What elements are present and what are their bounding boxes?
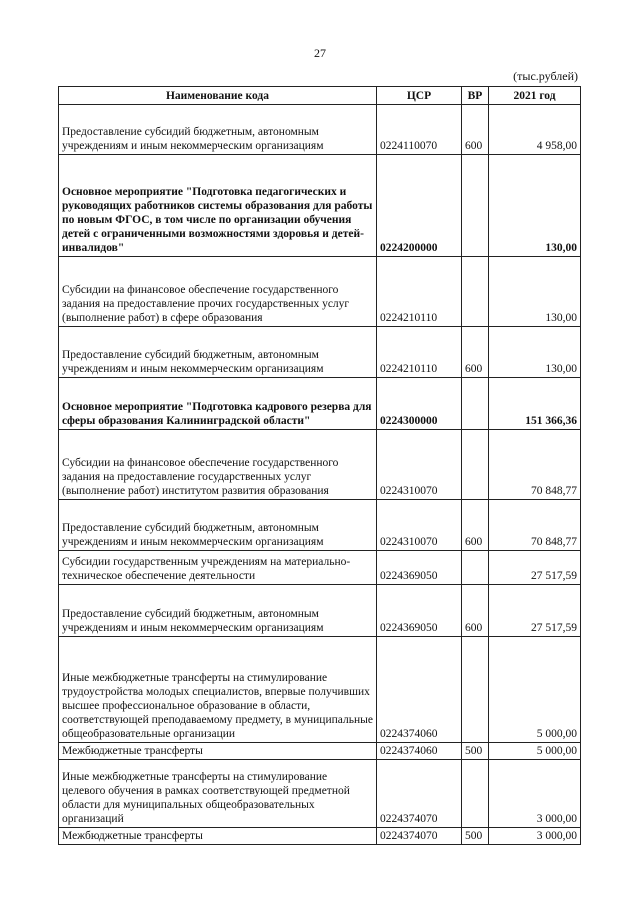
cell-sum: 130,00: [489, 257, 581, 327]
cell-sum: 3 000,00: [489, 760, 581, 828]
cell-csr: 0224374060: [377, 743, 462, 760]
cell-name: Субсидии на финансовое обеспечение государственного задания на предоставление прочих государственных услуг (выполнение работ) в сфере образования: [59, 257, 377, 327]
table-row: [59, 637, 581, 743]
table-row: [59, 327, 581, 378]
table-row: [59, 585, 581, 637]
cell-csr: 0224200000: [377, 155, 462, 257]
cell-sum: 27 517,59: [489, 585, 581, 637]
table-row: [59, 155, 581, 257]
cell-csr: 0224110070: [377, 105, 462, 155]
table-row: [59, 105, 581, 155]
cell-csr: 0224300000: [377, 378, 462, 430]
header-name: Наименование кода: [59, 87, 377, 105]
cell-sum: 5 000,00: [489, 637, 581, 743]
table-row: [59, 743, 581, 760]
cell-name: Предоставление субсидий бюджетным, автономным учреждениям и иным некоммерческим организациям: [59, 500, 377, 551]
table-row: [59, 257, 581, 327]
table-row: [59, 500, 581, 551]
cell-vr: [462, 378, 489, 430]
table-row: [59, 828, 581, 845]
cell-csr: 0224374070: [377, 760, 462, 828]
cell-name: Предоставление субсидий бюджетным, автономным учреждениям и иным некоммерческим организациям: [59, 105, 377, 155]
header-year: 2021 год: [489, 87, 581, 105]
cell-name: Межбюджетные трансферты: [59, 828, 377, 845]
cell-name: Субсидии государственным учреждениям на материально-техническое обеспечение деятельности: [59, 551, 377, 585]
budget-table: [58, 86, 581, 845]
page-number: 27: [314, 46, 326, 60]
cell-csr: 0224210110: [377, 257, 462, 327]
table-row: [59, 760, 581, 828]
header-vr: ВР: [462, 87, 489, 105]
cell-vr: 500: [462, 743, 489, 760]
cell-sum: 130,00: [489, 327, 581, 378]
cell-name: Иные межбюджетные трансферты на стимулирование трудоустройства молодых специалистов, впервые получивших высшее профессиональное образование в области, соответствующей преподаваемому предмету, в муниципальные общеобразовательные организации: [59, 637, 377, 743]
cell-sum: 4 958,00: [489, 105, 581, 155]
cell-vr: 600: [462, 500, 489, 551]
cell-csr: 0224369050: [377, 585, 462, 637]
cell-csr: 0224310070: [377, 500, 462, 551]
cell-sum: 5 000,00: [489, 743, 581, 760]
cell-csr: 0224210110: [377, 327, 462, 378]
table-row: [59, 378, 581, 430]
cell-vr: [462, 430, 489, 500]
cell-csr: 0224374070: [377, 828, 462, 845]
cell-vr: [462, 257, 489, 327]
cell-vr: [462, 551, 489, 585]
cell-vr: 600: [462, 327, 489, 378]
cell-csr: 0224374060: [377, 637, 462, 743]
cell-sum: 130,00: [489, 155, 581, 257]
cell-csr: 0224310070: [377, 430, 462, 500]
cell-vr: 500: [462, 828, 489, 845]
cell-name: Субсидии на финансовое обеспечение государственного задания на предоставление государственных услуг (выполнение работ) институтом развития образования: [59, 430, 377, 500]
cell-name: Основное мероприятие "Подготовка педагогических и руководящих работников системы образования для работы по новым ФГОС, в том числе по организации обучения детей с ограниченными возможностями здоровья и детей-инвалидов": [59, 155, 377, 257]
cell-vr: [462, 155, 489, 257]
cell-name: Предоставление субсидий бюджетным, автономным учреждениям и иным некоммерческим организациям: [59, 327, 377, 378]
cell-vr: [462, 760, 489, 828]
cell-name: Предоставление субсидий бюджетным, автономным учреждениям и иным некоммерческим организациям: [59, 585, 377, 637]
header-csr: ЦСР: [377, 87, 462, 105]
cell-sum: 70 848,77: [489, 500, 581, 551]
table-row: [59, 551, 581, 585]
cell-vr: 600: [462, 585, 489, 637]
cell-vr: [462, 637, 489, 743]
table-row: [59, 430, 581, 500]
cell-csr: 0224369050: [377, 551, 462, 585]
cell-vr: 600: [462, 105, 489, 155]
cell-sum: 70 848,77: [489, 430, 581, 500]
cell-name: Иные межбюджетные трансферты на стимулирование целевого обучения в рамках соответствующей предметной области для муниципальных общеобразовательных организаций: [59, 760, 377, 828]
table-header-row: [59, 87, 581, 105]
cell-sum: 27 517,59: [489, 551, 581, 585]
cell-sum: 151 366,36: [489, 378, 581, 430]
cell-sum: 3 000,00: [489, 828, 581, 845]
table-body: [59, 105, 581, 845]
cell-name: Основное мероприятие "Подготовка кадрового резерва для сферы образования Калининградской области": [59, 378, 377, 430]
units-label: (тыс.рублей): [513, 69, 578, 83]
cell-name: Межбюджетные трансферты: [59, 743, 377, 760]
